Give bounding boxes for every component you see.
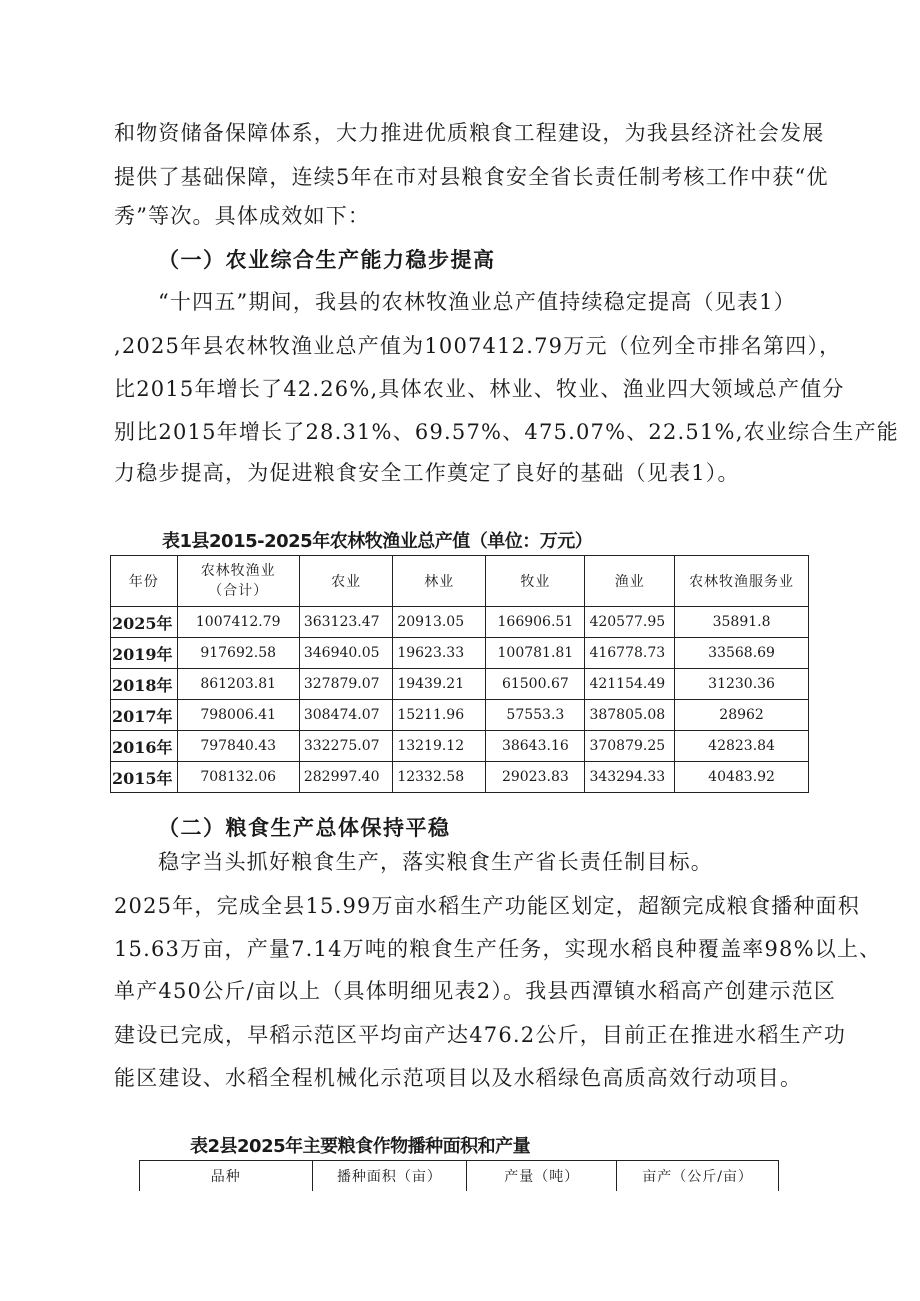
table2-header-row <box>140 1161 779 1192</box>
table-cell: 38643.16 <box>486 731 585 762</box>
intro-line-3: 秀”等次。具体成效如下： <box>114 204 371 228</box>
table-cell: 861203.81 <box>177 669 299 700</box>
table-cell: 332275.07 <box>299 731 392 762</box>
table-cell: 308474.07 <box>299 700 392 731</box>
section2-line-5: 建设已完成，早稻示范区平均亩产达476.2公斤，目前正在推进水稻生产功 <box>114 1023 847 1047</box>
section1-heading: （一）农业综合生产能力稳步提高 <box>158 248 496 272</box>
table-cell: 346940.05 <box>299 638 392 669</box>
table-row <box>111 762 809 793</box>
table-cell: 343294.33 <box>585 762 675 793</box>
table-cell-year: 2015年 <box>111 762 178 793</box>
table-row <box>111 700 809 731</box>
table2-header-variety: 品种 <box>140 1161 313 1192</box>
section1-line-1: “十四五”期间，我县的农林牧渔业总产值持续稳定提高（见表1） <box>158 290 796 314</box>
section2-line-4: 单产450公斤/亩以上（具体明细见表2）。我县西潭镇水稻高产创建示范区 <box>114 979 837 1003</box>
table-cell: 20913.05 <box>393 607 486 638</box>
table-cell: 420577.95 <box>585 607 675 638</box>
table-cell: 798006.41 <box>177 700 299 731</box>
table-cell: 797840.43 <box>177 731 299 762</box>
table1-header-forestry: 林业 <box>393 556 486 607</box>
table-cell: 387805.08 <box>585 700 675 731</box>
table2 <box>139 1160 779 1191</box>
table-cell: 1007412.79 <box>177 607 299 638</box>
section1-line-4: 别比2015年增长了28.31%、69.57%、475.07%、22.51%,农业综合生产能 <box>114 420 899 444</box>
table-cell: 28962 <box>675 700 809 731</box>
table-cell: 416778.73 <box>585 638 675 669</box>
table-cell: 61500.67 <box>486 669 585 700</box>
table-cell-year: 2018年 <box>111 669 178 700</box>
table-cell: 42823.84 <box>675 731 809 762</box>
table1-title: 表1县2015-2025年农林牧渔业总产值（单位：万元） <box>162 531 593 552</box>
table-cell: 421154.49 <box>585 669 675 700</box>
table2-header-yield: 亩产（公斤/亩） <box>617 1161 779 1192</box>
table1-header-agriculture: 农业 <box>299 556 392 607</box>
section1-line-3: 比2015年增长了42.26%,具体农业、林业、牧业、渔业四大领域总产值分 <box>114 377 845 401</box>
table-cell: 33568.69 <box>675 638 809 669</box>
table-row <box>111 607 809 638</box>
table-cell: 29023.83 <box>486 762 585 793</box>
table2-title: 表2县2025年主要粮食作物播种面积和产量 <box>190 1136 531 1157</box>
table-cell: 282997.40 <box>299 762 392 793</box>
table-cell: 13219.12 <box>393 731 486 762</box>
table-cell-year: 2025年 <box>111 607 178 638</box>
table-cell: 917692.58 <box>177 638 299 669</box>
section1-line-2: ,2025年县农林牧渔业总产值为1007412.79万元（位列全市排名第四）， <box>114 334 842 358</box>
table-cell: 363123.47 <box>299 607 392 638</box>
table-cell: 57553.3 <box>486 700 585 731</box>
table-cell: 370879.25 <box>585 731 675 762</box>
section2-line-3: 15.63万亩，产量7.14万吨的粮食生产任务，实现水稻良种覆盖率98%以上、 <box>114 937 882 961</box>
table1-header-services: 农林牧渔服务业 <box>675 556 809 607</box>
table-cell: 12332.58 <box>393 762 486 793</box>
section2-line-6: 能区建设、水稻全程机械化示范项目以及水稻绿色高质高效行动项目。 <box>114 1066 803 1090</box>
table-cell: 40483.92 <box>675 762 809 793</box>
table-cell: 166906.51 <box>486 607 585 638</box>
table1-header-livestock: 牧业 <box>486 556 585 607</box>
table1-header-fishery: 渔业 <box>585 556 675 607</box>
table-cell-year: 2016年 <box>111 731 178 762</box>
table-row <box>111 731 809 762</box>
table-cell: 35891.8 <box>675 607 809 638</box>
table2-header-area: 播种面积（亩） <box>312 1161 467 1192</box>
section2-line-2: 2025年，完成全县15.99万亩水稻生产功能区划定，超额完成粮食播种面积 <box>114 894 860 918</box>
intro-line-2: 提供了基础保障，连续5年在市对县粮食安全省长责任制考核工作中获“优 <box>114 165 829 189</box>
table1-header-total: 农林牧渔业 （合计） <box>177 556 299 607</box>
table-row <box>111 669 809 700</box>
table-row <box>111 638 809 669</box>
table-cell: 708132.06 <box>177 762 299 793</box>
table-cell-year: 2017年 <box>111 700 178 731</box>
table-cell: 19439.21 <box>393 669 486 700</box>
table2-header-output: 产量（吨） <box>467 1161 617 1192</box>
table1-header-year: 年份 <box>111 556 178 607</box>
table-cell-year: 2019年 <box>111 638 178 669</box>
table-cell: 19623.33 <box>393 638 486 669</box>
section2-heading: （二）粮食生产总体保持平稳 <box>158 816 451 840</box>
table-cell: 100781.81 <box>486 638 585 669</box>
table-cell: 31230.36 <box>675 669 809 700</box>
section2-line-1: 稳字当头抓好粮食生产，落实粮食生产省长责任制目标。 <box>158 850 713 874</box>
table-cell: 327879.07 <box>299 669 392 700</box>
section1-line-5: 力稳步提高，为促进粮食安全工作奠定了良好的基础（见表1）。 <box>114 461 740 485</box>
table1 <box>110 555 809 793</box>
intro-line-1: 和物资储备保障体系，大力推进优质粮食工程建设，为我县经济社会发展 <box>114 121 825 145</box>
table-cell: 15211.96 <box>393 700 486 731</box>
table1-header-row <box>111 556 809 607</box>
